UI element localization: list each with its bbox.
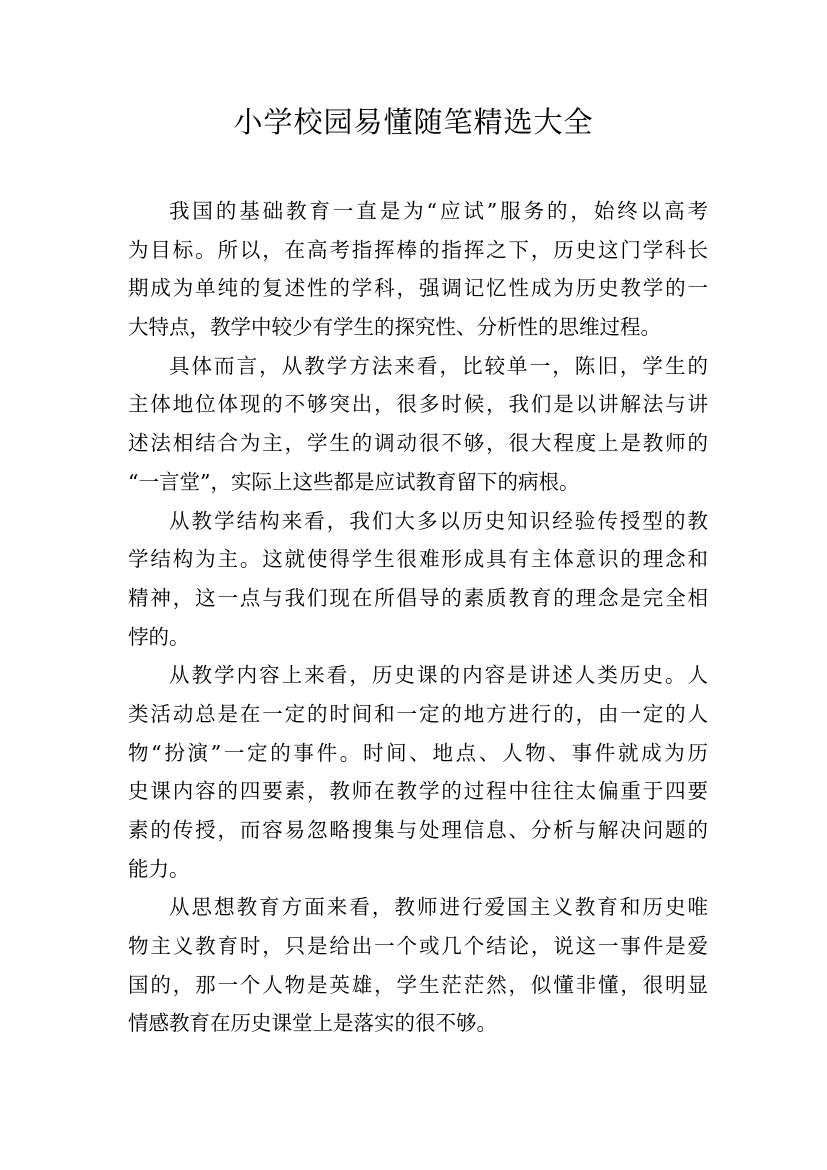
paragraph-line: 物主义教育时，只是给出一个或几个结论，说这一事件是爱 — [128, 934, 708, 959]
paragraph-line: 能力。 — [128, 856, 190, 881]
paragraph-line: 悖的。 — [128, 624, 190, 649]
paragraph-line: 从教学结构来看，我们大多以历史知识经验传授型的教 — [169, 508, 708, 533]
paragraph-line: 我国的基础教育一直是为“应试”服务的，始终以高考 — [169, 199, 708, 223]
paragraph-line: “一言堂”，实际上这些都是应试教育留下的病根。 — [128, 469, 580, 494]
paragraph-line: 素的传授，而容易忽略搜集与处理信息、分析与解决问题的 — [128, 818, 708, 842]
paragraph-line: 类活动总是在一定的时间和一定的地方进行的，由一定的人 — [128, 701, 708, 726]
paragraph-3 — [128, 502, 708, 657]
paragraph-line: 具体而言，从教学方法来看，比较单一，陈旧，学生的 — [169, 353, 708, 378]
paragraph-line: 史课内容的四要素，教师在教学的过程中往往太偏重于四要 — [128, 779, 708, 804]
paragraph-line: 学结构为主。这就使得学生很难形成具有主体意识的理念和 — [128, 547, 708, 572]
paragraph-1 — [128, 192, 708, 347]
paragraph-line: 大特点，教学中较少有学生的探究性、分析性的思维过程。 — [128, 315, 661, 340]
paragraph-line: 情感教育在历史课堂上是落实的很不够。 — [128, 1011, 497, 1036]
paragraph-line: 从教学内容上来看，历史课的内容是讲述人类历史。人 — [169, 663, 708, 688]
paragraph-5 — [128, 888, 708, 1043]
paragraph-line: 物“扮演”一定的事件。时间、地点、人物、事件就成为历 — [128, 740, 708, 765]
document-title: 小学校园易懂随笔精选大全 — [233, 105, 594, 139]
paragraph-line: 为目标。所以，在高考指挥棒的指挥之下，历史这门学科长 — [128, 237, 708, 262]
paragraph-line: 述法相结合为主，学生的调动很不够，很大程度上是教师的 — [128, 431, 708, 456]
paragraph-4 — [128, 656, 708, 888]
paragraph-line: 从思想教育方面来看，教师进行爱国主义教育和历史唯 — [169, 895, 708, 920]
paragraph-2 — [128, 347, 708, 502]
paragraph-line: 精神，这一点与我们现在所倡导的素质教育的理念是完全相 — [128, 585, 708, 610]
paragraph-line: 国的，那一个人物是英雄，学生茫茫然，似懂非懂，很明显 — [128, 972, 708, 997]
paragraph-line: 期成为单纯的复述性的学科，强调记忆性成为历史教学的一 — [128, 276, 708, 301]
document-body — [128, 192, 708, 1043]
paragraph-line: 主体地位体现的不够突出，很多时候，我们是以讲解法与讲 — [128, 392, 708, 417]
